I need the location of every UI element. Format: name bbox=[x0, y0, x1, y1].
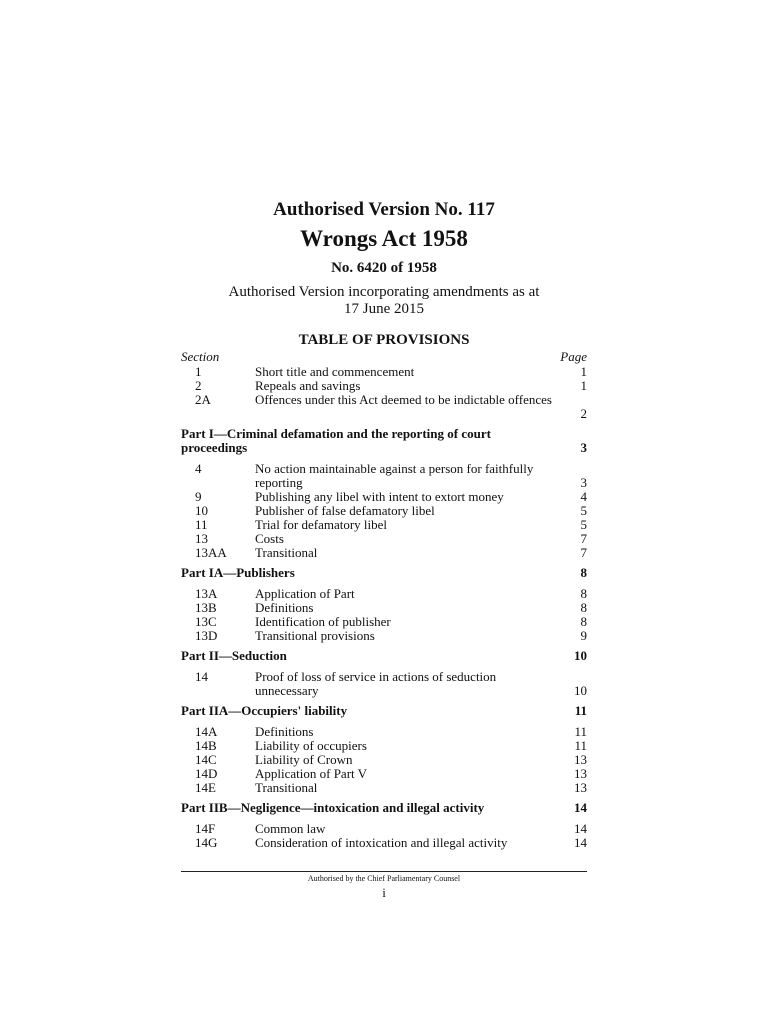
toc-row bbox=[181, 532, 587, 546]
section-page: 5 bbox=[580, 517, 587, 532]
section-page: 14 bbox=[574, 835, 587, 850]
section-number: 13AA bbox=[195, 545, 227, 560]
act-title: Wrongs Act 1958 bbox=[300, 226, 468, 251]
toc-row bbox=[181, 670, 587, 698]
section-number: 13A bbox=[195, 586, 218, 601]
section-number: 14C bbox=[195, 752, 217, 767]
section-page: 3 bbox=[580, 475, 587, 490]
page-column-label: Page bbox=[560, 349, 587, 364]
section-page: 7 bbox=[580, 531, 587, 546]
section-page: 1 bbox=[580, 378, 587, 393]
toc-row bbox=[181, 629, 587, 643]
toc-row bbox=[181, 725, 587, 739]
section-title: Transitional provisions bbox=[255, 628, 375, 643]
part-heading bbox=[181, 801, 587, 815]
section-title: Application of Part bbox=[255, 586, 355, 601]
section-page: 10 bbox=[574, 683, 587, 698]
part-heading bbox=[181, 649, 587, 663]
amendments-statement bbox=[181, 284, 587, 318]
section-title: No action maintainable against a person for faithfully reporting bbox=[255, 461, 534, 490]
section-page: 8 bbox=[580, 586, 587, 601]
section-title: Costs bbox=[255, 531, 284, 546]
section-page: 13 bbox=[574, 752, 587, 767]
toc-row bbox=[181, 822, 587, 836]
section-number: 10 bbox=[195, 503, 208, 518]
section-number: 14 bbox=[195, 669, 208, 684]
section-title: Publisher of false defamatory libel bbox=[255, 503, 435, 518]
section-title: Publishing any libel with intent to extort money bbox=[255, 489, 504, 504]
section-page: 5 bbox=[580, 503, 587, 518]
part-page: 14 bbox=[574, 800, 587, 815]
section-title: Application of Part V bbox=[255, 766, 368, 781]
toc-row bbox=[181, 615, 587, 629]
part-title: Part I—Criminal defamation and the reporting of court proceedings bbox=[181, 426, 491, 455]
section-number: 1 bbox=[195, 364, 202, 379]
section-number: 14B bbox=[195, 738, 217, 753]
section-title: Proof of loss of service in actions of seduction unnecessary bbox=[255, 669, 497, 698]
section-page: 9 bbox=[580, 628, 587, 643]
toc-parts bbox=[181, 427, 587, 850]
section-number: 14A bbox=[195, 724, 218, 739]
toc-row bbox=[181, 753, 587, 767]
section-number: 14F bbox=[195, 821, 216, 836]
section-number: 14E bbox=[195, 780, 216, 795]
page-folio: i bbox=[382, 885, 386, 900]
section-title: Liability of Crown bbox=[255, 752, 353, 767]
section-title: Repeals and savings bbox=[255, 378, 361, 393]
toc-row bbox=[181, 379, 587, 393]
section-title: Liability of occupiers bbox=[255, 738, 367, 753]
toc-row bbox=[181, 518, 587, 532]
section-number: 13C bbox=[195, 614, 217, 629]
toc-row bbox=[181, 365, 587, 379]
section-title: Identification of publisher bbox=[255, 614, 391, 629]
section-title: Offences under this Act deemed to be indictable offences bbox=[255, 392, 552, 407]
part-heading bbox=[181, 704, 587, 718]
part-page: 10 bbox=[574, 648, 587, 663]
toc-row bbox=[181, 393, 587, 421]
section-page: 13 bbox=[574, 780, 587, 795]
section-number: 2 bbox=[195, 378, 202, 393]
section-number: 13B bbox=[195, 600, 217, 615]
toc-row bbox=[181, 739, 587, 753]
part-page: 3 bbox=[580, 440, 587, 455]
toc-row bbox=[181, 462, 587, 490]
table-of-provisions bbox=[181, 350, 587, 850]
section-page: 13 bbox=[574, 766, 587, 781]
footer-authority: Authorised by the Chief Parliamentary Counsel bbox=[307, 874, 461, 883]
section-page: 11 bbox=[574, 724, 587, 739]
toc-row bbox=[181, 490, 587, 504]
part-page: 11 bbox=[574, 703, 587, 718]
section-page: 2 bbox=[580, 406, 587, 421]
toc-heading: TABLE OF PROVISIONS bbox=[298, 332, 470, 348]
part-heading bbox=[181, 427, 587, 455]
section-number: 13D bbox=[195, 628, 218, 643]
section-page: 4 bbox=[580, 489, 587, 504]
section-page: 11 bbox=[574, 738, 587, 753]
section-number: 13 bbox=[195, 531, 208, 546]
section-number: 9 bbox=[195, 489, 202, 504]
section-page: 1 bbox=[580, 364, 587, 379]
document-page bbox=[181, 0, 587, 1024]
section-number: 4 bbox=[195, 461, 202, 476]
act-number: No. 6420 of 1958 bbox=[331, 260, 437, 276]
toc-column-headers bbox=[181, 350, 587, 365]
section-title: Short title and commencement bbox=[255, 364, 415, 379]
part-heading bbox=[181, 566, 587, 580]
footer-rule bbox=[181, 871, 587, 872]
toc-row bbox=[181, 767, 587, 781]
section-title: Consideration of intoxication and illegal activity bbox=[255, 835, 508, 850]
section-title: Transitional bbox=[255, 780, 318, 795]
toc-row bbox=[181, 546, 587, 560]
authorised-version-number: Authorised Version No. 117 bbox=[273, 199, 495, 220]
section-column-label: Section bbox=[181, 349, 220, 364]
part-title: Part IIB—Negligence—intoxication and illegal activity bbox=[181, 800, 485, 815]
toc-row bbox=[181, 504, 587, 518]
toc-row bbox=[181, 587, 587, 601]
part-title: Part IIA—Occupiers' liability bbox=[181, 703, 348, 718]
section-number: 14D bbox=[195, 766, 218, 781]
section-title: Transitional bbox=[255, 545, 318, 560]
section-page: 7 bbox=[580, 545, 587, 560]
part-page: 8 bbox=[580, 565, 587, 580]
section-title: Definitions bbox=[255, 724, 314, 739]
amendments-line-1: Authorised Version incorporating amendments as at bbox=[228, 284, 540, 300]
toc-row bbox=[181, 601, 587, 615]
amendments-date: 17 June 2015 bbox=[344, 301, 424, 317]
section-title: Trial for defamatory libel bbox=[255, 517, 388, 532]
section-number: 11 bbox=[195, 517, 208, 532]
section-number: 2A bbox=[195, 392, 211, 407]
part-title: Part IA—Publishers bbox=[181, 565, 295, 580]
document-header bbox=[181, 197, 587, 350]
section-page: 14 bbox=[574, 821, 587, 836]
toc-row bbox=[181, 781, 587, 795]
section-title: Definitions bbox=[255, 600, 314, 615]
preliminary-sections bbox=[181, 365, 587, 421]
section-number: 14G bbox=[195, 835, 218, 850]
section-page: 8 bbox=[580, 614, 587, 629]
section-title: Common law bbox=[255, 821, 326, 836]
toc-row bbox=[181, 836, 587, 850]
part-title: Part II—Seduction bbox=[181, 648, 287, 663]
section-page: 8 bbox=[580, 600, 587, 615]
